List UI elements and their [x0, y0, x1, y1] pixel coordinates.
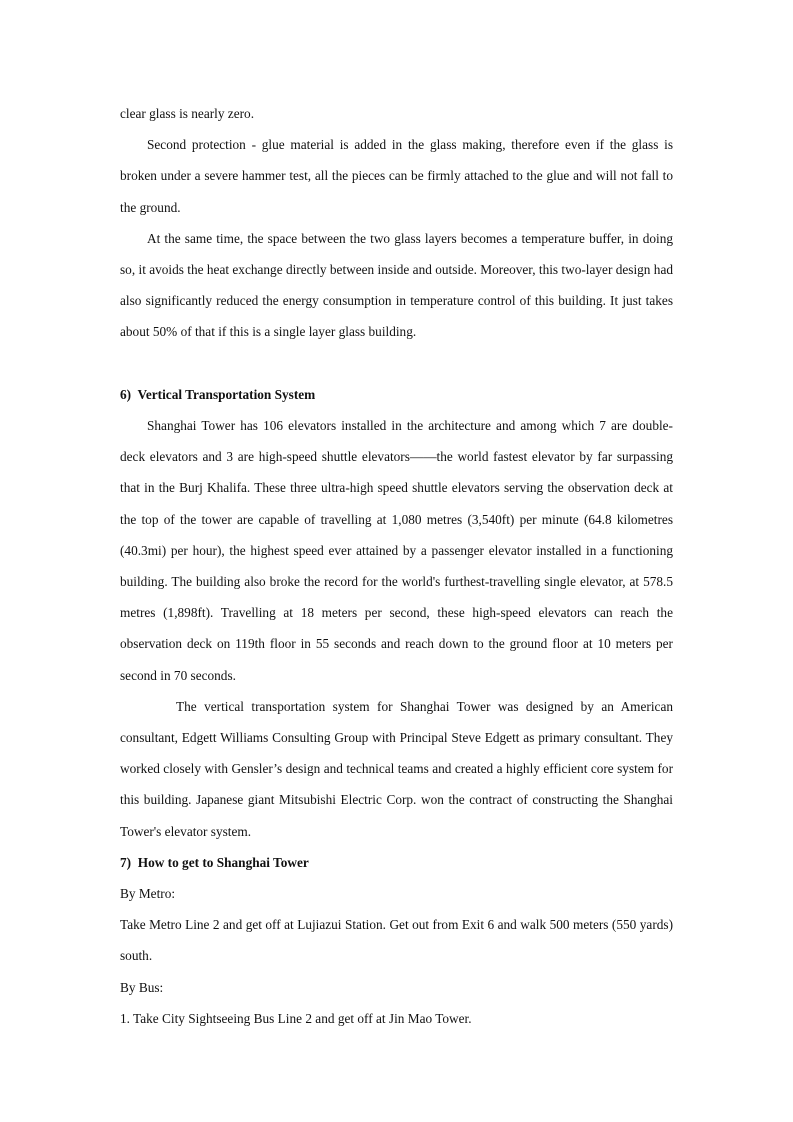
- paragraph-metro-directions: Take Metro Line 2 and get off at Lujiazui Station. Get out from Exit 6 and walk 500 meters (550 yards) south.: [120, 917, 673, 964]
- heading-vertical-transportation: 6) Vertical Transportation System: [120, 386, 316, 402]
- paragraph-glass-continued: clear glass is nearly zero.: [120, 106, 255, 121]
- paragraph-elevators: Shanghai Tower has 106 elevators installed in the architecture and among which 7 are double-deck elevators and 3 are high-speed shuttle elevators——the world fastest elevator by far surpassing that in the Burj Khalifa. These three ultra-high speed shuttle elevators serving the observation deck at the top of the tower are capable of travelling at 1,080 metres (3,540ft) per minute (64.8 kilometres (40.3mi) per hour), the highest speed ever attained by a passenger elevator installed in a functioning building. The building also broke the record for the world's furthest-travelling single elevator, at 578.5 metres (1,898ft). Travelling at 18 meters per second, these high-speed elevators can reach the observation deck on 119th floor in 55 seconds and reach down to the ground floor at 10 meters per second in 70 seconds.: [120, 418, 673, 683]
- paragraph-second-protection: Second protection - glue material is added in the glass making, therefore even if the glass is broken under a severe hammer test, all the pieces can be firmly attached to the glue and will not fall to the ground.: [120, 137, 673, 215]
- label-by-metro: By Metro:: [120, 886, 176, 902]
- heading-how-to-get: 7) How to get to Shanghai Tower: [120, 854, 309, 870]
- document-body: [120, 98, 673, 1034]
- label-by-bus: By Bus:: [120, 979, 164, 995]
- section-spacer: [120, 348, 673, 379]
- paragraph-consultant: The vertical transportation system for Shanghai Tower was designed by an American consultant, Edgett Williams Consulting Group with Principal Steve Edgett as primary consultant. They worked closely with Gensler’s design and technical teams and created a highly efficient core system for this building. Japanese giant Mitsubishi Electric Corp. won the contract of constructing the Shanghai Tower's elevator system.: [120, 698, 673, 839]
- paragraph-temperature-buffer: At the same time, the space between the two glass layers becomes a temperature buffer, in doing so, it avoids the heat exchange directly between inside and outside. Moreover, this two-layer design had also significantly reduced the energy consumption in temperature control of this building. It just takes about 50% of that if this is a single layer glass building.: [120, 230, 673, 340]
- list-item-bus-1: 1. Take City Sightseeing Bus Line 2 and get off at Jin Mao Tower.: [120, 1010, 472, 1026]
